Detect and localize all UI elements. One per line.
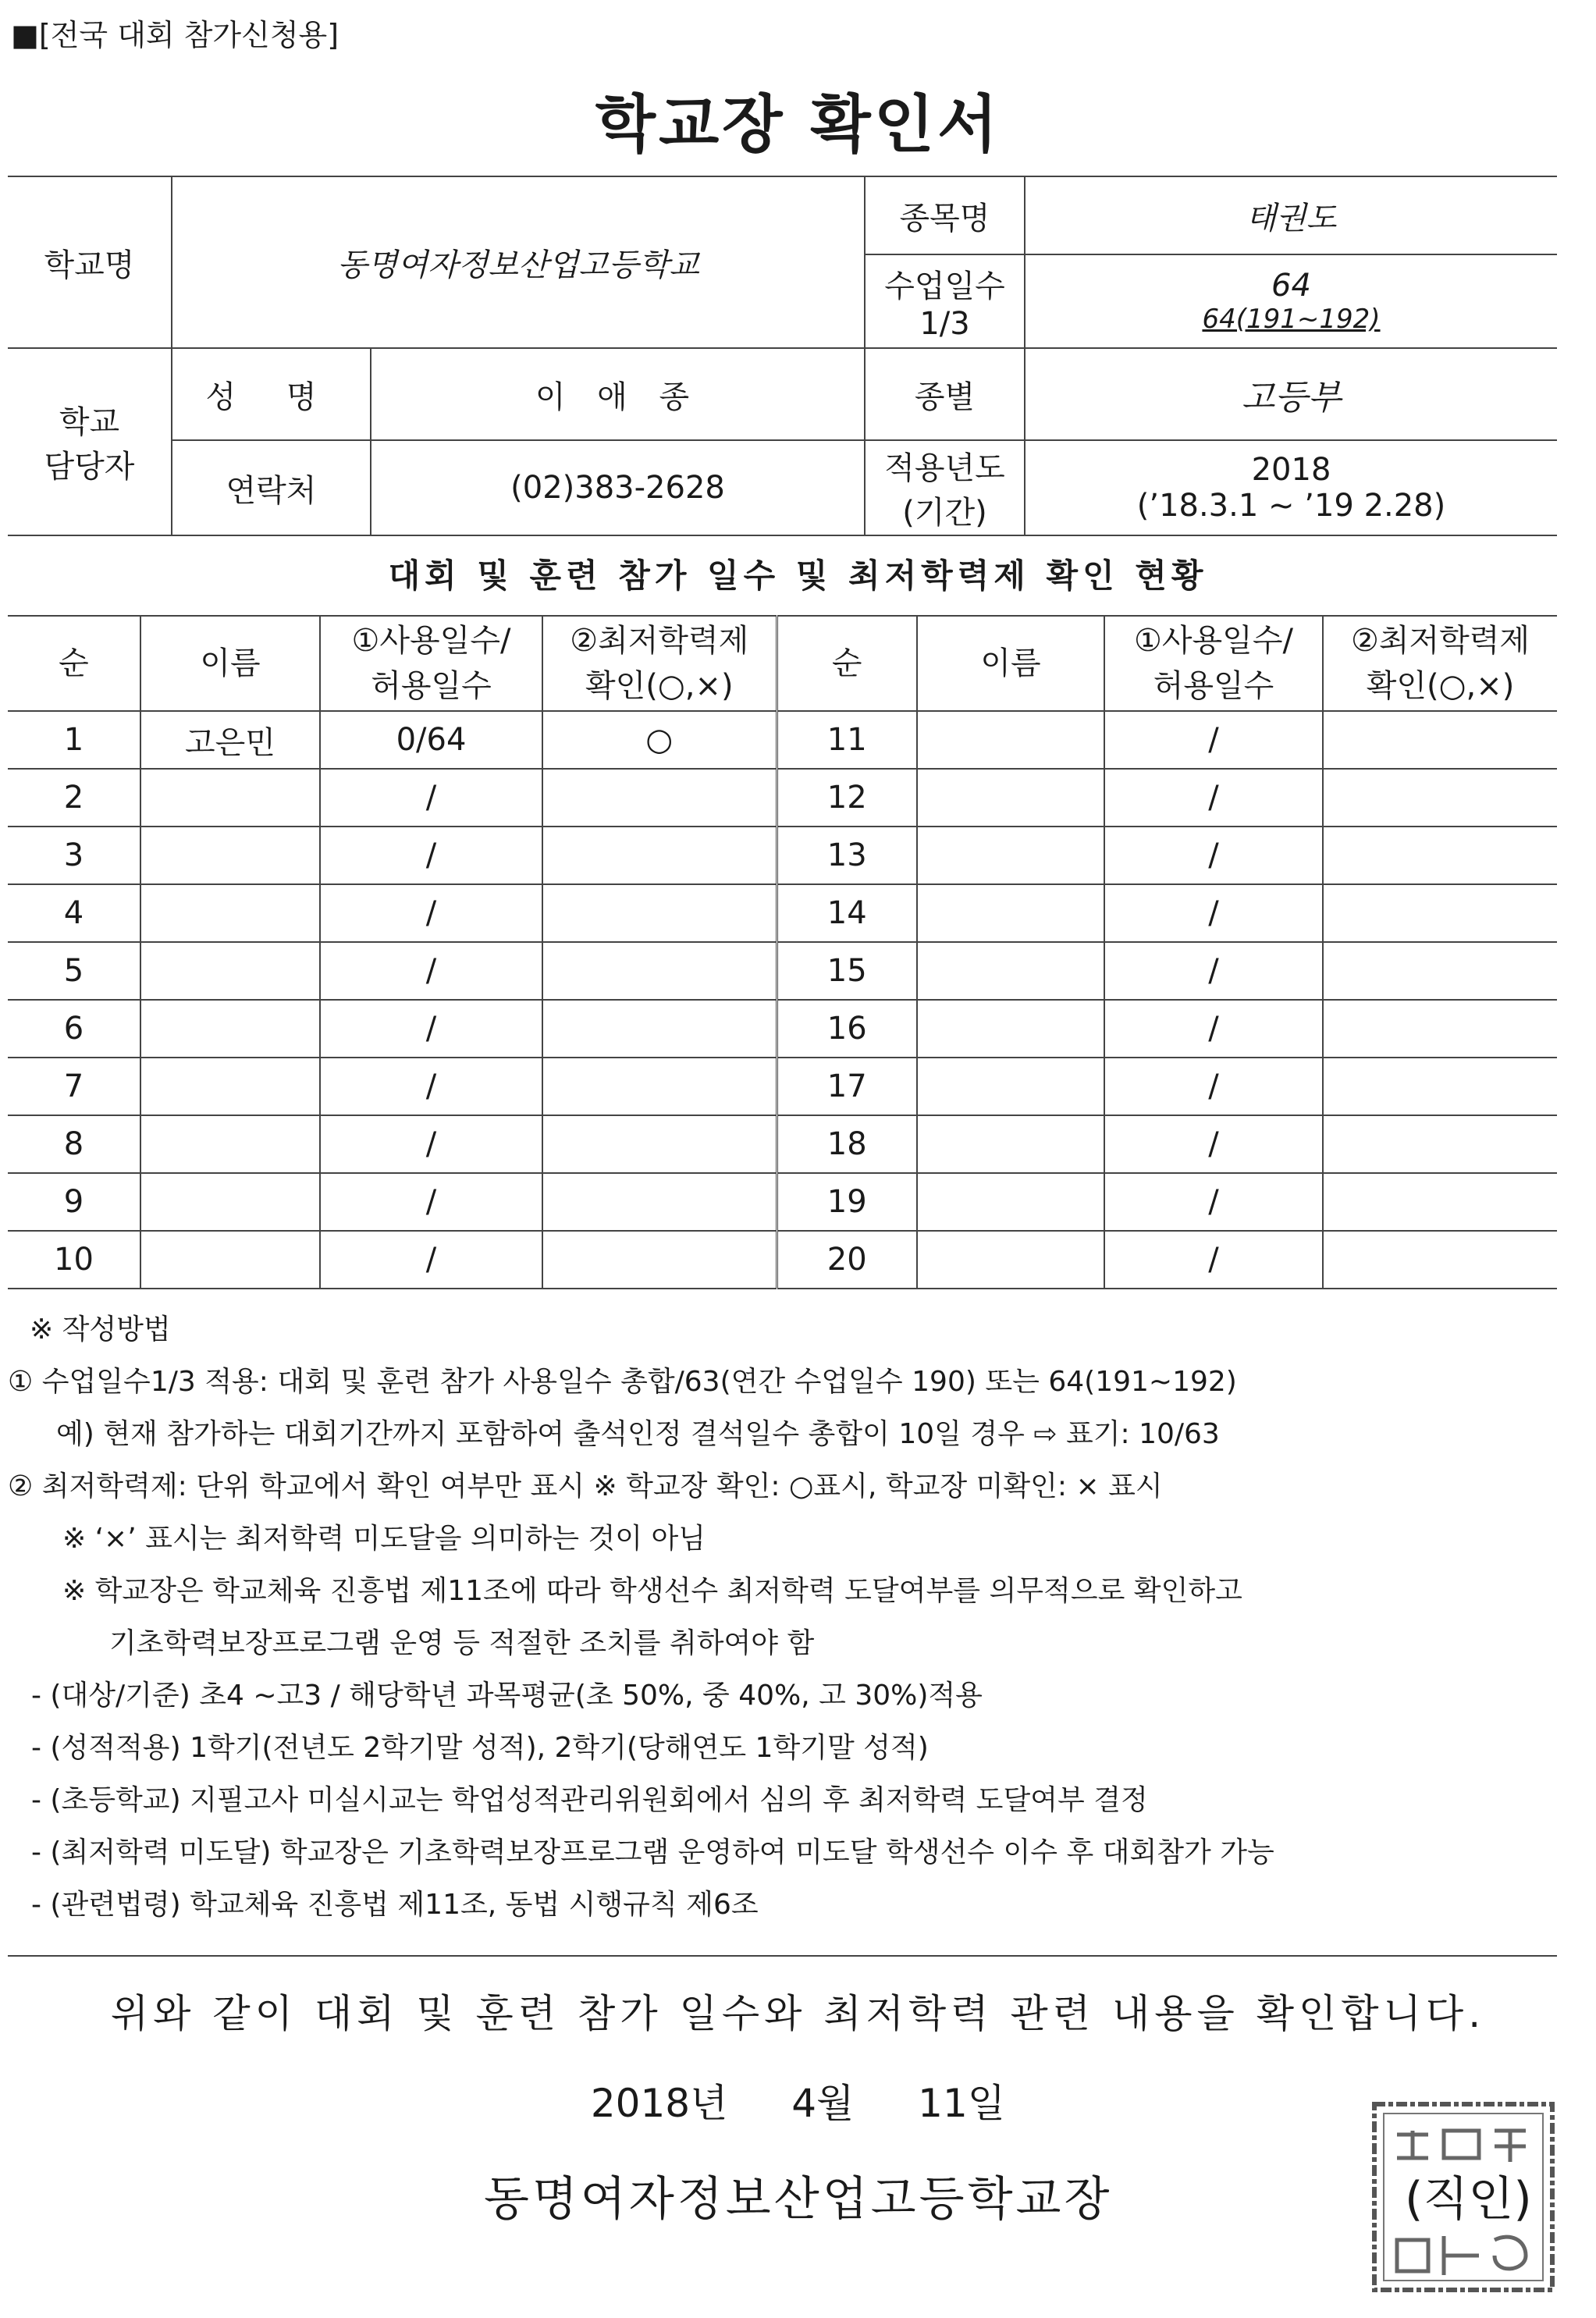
note-2-duty-line1: ※ 학교장은 학교체육 진흥법 제11조에 따라 학생선수 최저학력 도달여부를 의무적으로 확인하고 xyxy=(62,1575,1242,1607)
phone-value: (02)383-2628 xyxy=(371,440,865,535)
criteria-item: - (대상/기준) 초4 ~고3 / 해당학년 과목평균(초 50%, 중 40%, 고 30%)적용 xyxy=(31,1680,983,1712)
student-name xyxy=(140,1000,320,1058)
days-used: / xyxy=(1104,711,1323,769)
days-used: / xyxy=(320,884,542,942)
academic-check xyxy=(542,942,777,1000)
header-days-right xyxy=(1104,616,1323,711)
row-number: 8 xyxy=(8,1115,140,1173)
date-day: 11일 xyxy=(918,2081,1006,2126)
table-row xyxy=(8,711,1557,769)
academic-check xyxy=(542,1231,777,1289)
note-2-duty-line2: 기초학력보장프로그램 운영 등 적절한 조치를 취하여야 함 xyxy=(109,1627,815,1659)
row-number: 19 xyxy=(777,1173,917,1231)
note-2-remark: ※ ‘×’ 표시는 최저학력 미도달을 의미하는 것이 아님 xyxy=(62,1523,706,1555)
row-number: 9 xyxy=(8,1173,140,1231)
row-number: 1 xyxy=(8,711,140,769)
student-name xyxy=(917,1231,1104,1289)
header-days-left-line2: 허용일수 xyxy=(371,668,492,704)
row-number: 6 xyxy=(8,1000,140,1058)
days-used: / xyxy=(1104,1115,1323,1173)
school-name-value: 동명여자정보산업고등학교 xyxy=(172,176,865,348)
days-used: / xyxy=(320,1000,542,1058)
row-number: 3 xyxy=(8,827,140,884)
days-used: / xyxy=(320,1173,542,1231)
academic-check xyxy=(1323,1000,1557,1058)
header-check-left-line1: ②최저학력제 xyxy=(570,623,749,659)
table-row xyxy=(8,769,1557,827)
instructions-heading: ※ 작성방법 xyxy=(30,1314,171,1346)
academic-check xyxy=(542,1058,777,1115)
student-name xyxy=(140,827,320,884)
year-value xyxy=(1025,440,1557,535)
school-name-label: 학교명 xyxy=(8,176,172,348)
header-check-right xyxy=(1323,616,1557,711)
student-name xyxy=(917,1058,1104,1115)
days-used: / xyxy=(320,1115,542,1173)
row-number: 7 xyxy=(8,1058,140,1115)
days-used: / xyxy=(320,942,542,1000)
academic-check: ○ xyxy=(542,711,777,769)
table-row xyxy=(8,884,1557,942)
school-principal-signature-line: 동명여자정보산업고등학교장 xyxy=(484,2172,1113,2227)
phone-label: 연락처 xyxy=(172,440,371,535)
header-no-right: 순 xyxy=(777,616,917,711)
header-days-right-line2: 허용일수 xyxy=(1153,668,1274,704)
year-label xyxy=(865,440,1025,535)
academic-check xyxy=(1323,1115,1557,1173)
section-title: 대회 및 훈련 참가 일수 및 최저학력제 확인 현황 xyxy=(388,556,1208,595)
student-name xyxy=(140,1115,320,1173)
criteria-item: - (성적적용) 1학기(전년도 2학기말 성적), 2학기(당해연도 1학기말 성적) xyxy=(31,1732,929,1764)
academic-check xyxy=(1323,1173,1557,1231)
days-used: / xyxy=(320,827,542,884)
year-value-line2: (’18.3.1 ~ ’19 2.28) xyxy=(1136,488,1446,524)
row-number: 12 xyxy=(777,769,917,827)
class-days-value xyxy=(1025,254,1557,348)
participants-header-row xyxy=(8,616,1557,711)
table-row xyxy=(8,1115,1557,1173)
header-name-left: 이름 xyxy=(140,616,320,711)
division-value: 고등부 xyxy=(1025,348,1557,440)
row-number: 10 xyxy=(8,1231,140,1289)
page-title: 학교장 확인서 xyxy=(595,88,1001,161)
student-name: 고은민 xyxy=(140,711,320,769)
academic-check xyxy=(542,1173,777,1231)
student-name xyxy=(917,769,1104,827)
academic-check xyxy=(542,1115,777,1173)
academic-check xyxy=(542,827,777,884)
instructions-section xyxy=(8,1303,1557,1931)
row-number: 20 xyxy=(777,1231,917,1289)
row-number: 16 xyxy=(777,1000,917,1058)
days-used: / xyxy=(1104,1058,1323,1115)
form-type-label: ■[전국 대회 참가신청용] xyxy=(11,18,339,52)
days-used: / xyxy=(1104,1231,1323,1289)
days-used: / xyxy=(1104,769,1323,827)
student-name xyxy=(917,1173,1104,1231)
note-2: ② 최저학력제: 단위 학교에서 확인 여부만 표시 ※ 학교장 확인: ○표시, 학교장 미확인: × 표시 xyxy=(8,1470,1163,1502)
days-used: / xyxy=(1104,827,1323,884)
seal-label: (직인) xyxy=(1405,2172,1532,2227)
event-value: 태권도 xyxy=(1025,176,1557,254)
days-used: / xyxy=(1104,942,1323,1000)
row-number: 4 xyxy=(8,884,140,942)
issue-date xyxy=(0,2072,1596,2128)
row-number: 15 xyxy=(777,942,917,1000)
school-info-table xyxy=(8,176,1557,536)
year-label-line1: 적용년도 xyxy=(884,450,1005,486)
student-name xyxy=(140,769,320,827)
header-check-left xyxy=(542,616,777,711)
days-used: / xyxy=(320,1058,542,1115)
academic-check xyxy=(1323,711,1557,769)
class-days-value-line2: 64(191~192) xyxy=(1202,304,1381,335)
class-days-value-line1: 64 xyxy=(1271,268,1311,304)
table-row xyxy=(8,1173,1557,1231)
event-label: 종목명 xyxy=(865,176,1025,254)
academic-check xyxy=(1323,827,1557,884)
academic-check xyxy=(542,884,777,942)
student-name xyxy=(917,1000,1104,1058)
academic-check xyxy=(542,1000,777,1058)
days-used: / xyxy=(1104,1000,1323,1058)
contact-person-label-line2: 담당자 xyxy=(44,449,135,485)
days-used: 0/64 xyxy=(320,711,542,769)
days-used: / xyxy=(320,1231,542,1289)
participants-table xyxy=(8,615,1557,1289)
student-name xyxy=(140,1231,320,1289)
contact-person-label-line1: 학교 xyxy=(59,404,120,440)
header-days-right-line1: ①사용일수/ xyxy=(1134,623,1293,659)
row-number: 17 xyxy=(777,1058,917,1115)
class-days-label-line1: 수업일수 xyxy=(884,268,1005,304)
student-name xyxy=(917,884,1104,942)
confirmation-statement: 위와 같이 대회 및 훈련 참가 일수와 최저학력 관련 내용을 확인합니다. xyxy=(110,1991,1486,2036)
header-check-right-line2: 확인(○,×) xyxy=(1366,668,1515,704)
year-label-line2: (기간) xyxy=(902,495,987,531)
student-name xyxy=(140,884,320,942)
header-check-right-line1: ②최저학력제 xyxy=(1350,623,1530,659)
row-number: 14 xyxy=(777,884,917,942)
header-name-right: 이름 xyxy=(917,616,1104,711)
academic-check xyxy=(1323,769,1557,827)
student-name xyxy=(140,942,320,1000)
class-days-label xyxy=(865,254,1025,348)
table-row xyxy=(8,1231,1557,1289)
days-used: / xyxy=(1104,1173,1323,1231)
table-row xyxy=(8,942,1557,1000)
name-label: 성 명 xyxy=(172,348,371,440)
class-days-label-line2: 1/3 xyxy=(919,305,970,342)
academic-check xyxy=(1323,1058,1557,1115)
row-number: 13 xyxy=(777,827,917,884)
student-name xyxy=(140,1173,320,1231)
academic-check xyxy=(1323,1231,1557,1289)
student-name xyxy=(917,827,1104,884)
date-year: 2018년 xyxy=(590,2081,728,2126)
student-name xyxy=(140,1058,320,1115)
table-row xyxy=(8,1000,1557,1058)
student-name xyxy=(917,711,1104,769)
contact-person-label xyxy=(8,348,172,535)
table-row xyxy=(8,1058,1557,1115)
year-value-line1: 2018 xyxy=(1251,452,1331,488)
date-month: 4월 xyxy=(791,2081,855,2126)
row-number: 2 xyxy=(8,769,140,827)
criteria-item: - (초등학교) 지필고사 미실시교는 학업성적관리위원회에서 심의 후 최저학력 도달여부 결정 xyxy=(31,1784,1148,1816)
days-used: / xyxy=(1104,884,1323,942)
row-number: 5 xyxy=(8,942,140,1000)
student-name xyxy=(917,1115,1104,1173)
row-number: 18 xyxy=(777,1115,917,1173)
name-value: 이 애 종 xyxy=(371,348,865,440)
note-1: ① 수업일수1/3 적용: 대회 및 훈련 참가 사용일수 총합/63(연간 수업일수 190) 또는 64(191~192) xyxy=(8,1366,1237,1398)
academic-check xyxy=(1323,884,1557,942)
academic-check xyxy=(542,769,777,827)
days-used: / xyxy=(320,769,542,827)
header-days-left-line1: ①사용일수/ xyxy=(351,623,511,659)
criteria-item: - (최저학력 미도달) 학교장은 기초학력보장프로그램 운영하여 미도달 학생선수 이수 후 대회참가 가능 xyxy=(31,1836,1274,1868)
header-no-left: 순 xyxy=(8,616,140,711)
header-days-left xyxy=(320,616,542,711)
header-check-left-line2: 확인(○,×) xyxy=(585,668,734,704)
division-label: 종별 xyxy=(865,348,1025,440)
divider xyxy=(8,1955,1557,1957)
academic-check xyxy=(1323,942,1557,1000)
table-row xyxy=(8,827,1557,884)
student-name xyxy=(917,942,1104,1000)
note-1-example: 예) 현재 참가하는 대회기간까지 포함하여 출석인정 결석일수 총합이 10일 경우 ⇨ 표기: 10/63 xyxy=(56,1418,1220,1450)
row-number: 11 xyxy=(777,711,917,769)
criteria-item: - (관련법령) 학교체육 진흥법 제11조, 동법 시행규칙 제6조 xyxy=(31,1889,759,1921)
